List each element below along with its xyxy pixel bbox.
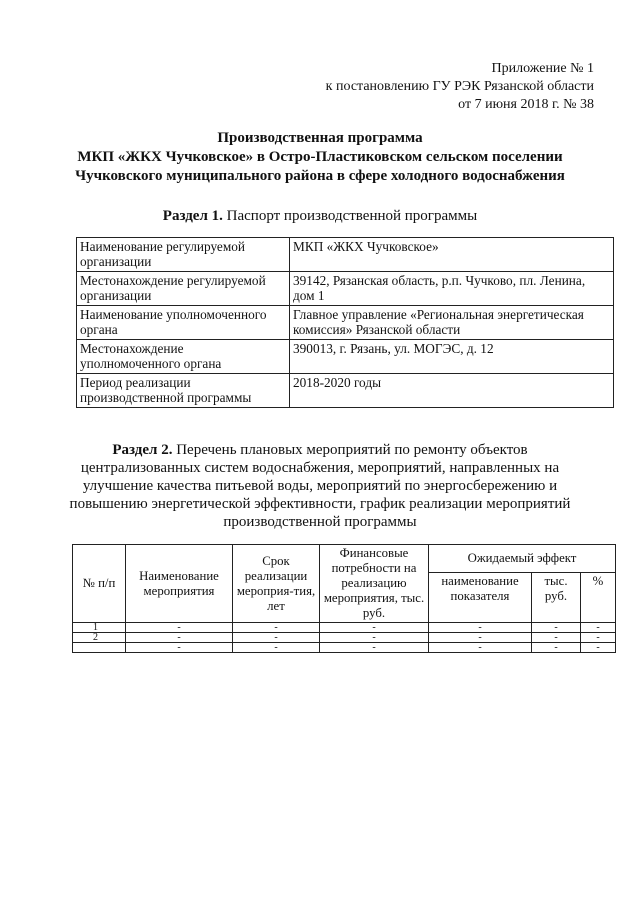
- appendix-line-2: к постановлению ГУ РЭК Рязанской области: [325, 79, 594, 94]
- passport-value: 2018-2020 годы: [290, 374, 614, 408]
- measures-table: [72, 544, 616, 653]
- passport-value: Главное управление «Региональная энергетическая комиссия» Рязанской области: [290, 306, 614, 340]
- table-cell: -: [126, 633, 233, 643]
- table-cell: -: [126, 623, 233, 633]
- table-cell: -: [233, 643, 320, 653]
- table-cell: [73, 643, 126, 653]
- document-title: [40, 129, 600, 186]
- header-finance: Финансовые потребности на реализацию мероприятия, тыс. руб.: [320, 545, 429, 623]
- section-1-heading: [40, 207, 600, 225]
- table-cell: -: [581, 623, 616, 633]
- passport-key: Период реализации производственной программы: [77, 374, 290, 408]
- table-cell: -: [320, 633, 429, 643]
- passport-key: Наименование регулируемой организации: [77, 238, 290, 272]
- passport-value: МКП «ЖКХ Чучковское»: [290, 238, 614, 272]
- table-row: [77, 238, 614, 272]
- title-line-2: МКП «ЖКХ Чучковское» в Остро-Пластиковском сельском поселении: [77, 149, 563, 165]
- table-row: [77, 340, 614, 374]
- section-2-label: Раздел 2.: [112, 442, 173, 458]
- table-cell: -: [429, 633, 532, 643]
- table-cell: -: [126, 643, 233, 653]
- title-line-3: Чучковского муниципального района в сфере холодного водоснабжения: [75, 168, 565, 184]
- table-header-row: [73, 545, 616, 573]
- section-1-title: Паспорт производственной программы: [222, 208, 478, 224]
- header-effect-name: наименование показателя: [429, 572, 532, 622]
- table-cell: -: [532, 633, 581, 643]
- table-cell: -: [429, 643, 532, 653]
- passport-value: 39142, Рязанская область, р.п. Чучково, пл. Ленина, дом 1: [290, 272, 614, 306]
- passport-key: Местонахождение уполномоченного органа: [77, 340, 290, 374]
- passport-key: Местонахождение регулируемой организации: [77, 272, 290, 306]
- table-cell: -: [581, 633, 616, 643]
- table-row: [77, 272, 614, 306]
- appendix-block: [326, 60, 594, 114]
- section-2-heading: [60, 441, 580, 531]
- table-cell: -: [233, 633, 320, 643]
- header-effect: Ожидаемый эффект: [429, 545, 616, 573]
- section-1-label: Раздел 1.: [162, 208, 223, 224]
- passport-value: 390013, г. Рязань, ул. МОГЭС, д. 12: [290, 340, 614, 374]
- appendix-line-3: от 7 июня 2018 г. № 38: [458, 97, 594, 112]
- table-cell: -: [320, 643, 429, 653]
- table-row: [77, 306, 614, 340]
- table-row: [73, 643, 616, 653]
- section-2-title: Перечень плановых мероприятий по ремонту объектов централизованных систем водоснабжения, мероприятий, направленных на улучшение качества питьевой воды, мероприятий по энергосбережению и повышению энергетической эффективности, график реализации мероприятий производственной программы: [69, 442, 571, 530]
- table-row: [73, 633, 616, 643]
- table-cell: -: [429, 623, 532, 633]
- table-cell: -: [233, 623, 320, 633]
- table-cell: -: [532, 643, 581, 653]
- table-cell: -: [581, 643, 616, 653]
- table-row: [73, 623, 616, 633]
- passport-table: [76, 237, 614, 408]
- table-cell: -: [532, 623, 581, 633]
- header-num: № п/п: [73, 545, 126, 623]
- table-cell: 2: [73, 633, 126, 643]
- header-effect-rub: тыс. руб.: [532, 572, 581, 622]
- header-effect-pct: %: [581, 572, 616, 622]
- header-term: Срок реализации мероприя-тия, лет: [233, 545, 320, 623]
- title-line-1: Производственная программа: [217, 130, 423, 146]
- table-cell: -: [320, 623, 429, 633]
- passport-key: Наименование уполномоченного органа: [77, 306, 290, 340]
- table-cell: 1: [73, 623, 126, 633]
- appendix-line-1: Приложение № 1: [491, 61, 594, 76]
- table-row: [77, 374, 614, 408]
- header-name: Наименование мероприятия: [126, 545, 233, 623]
